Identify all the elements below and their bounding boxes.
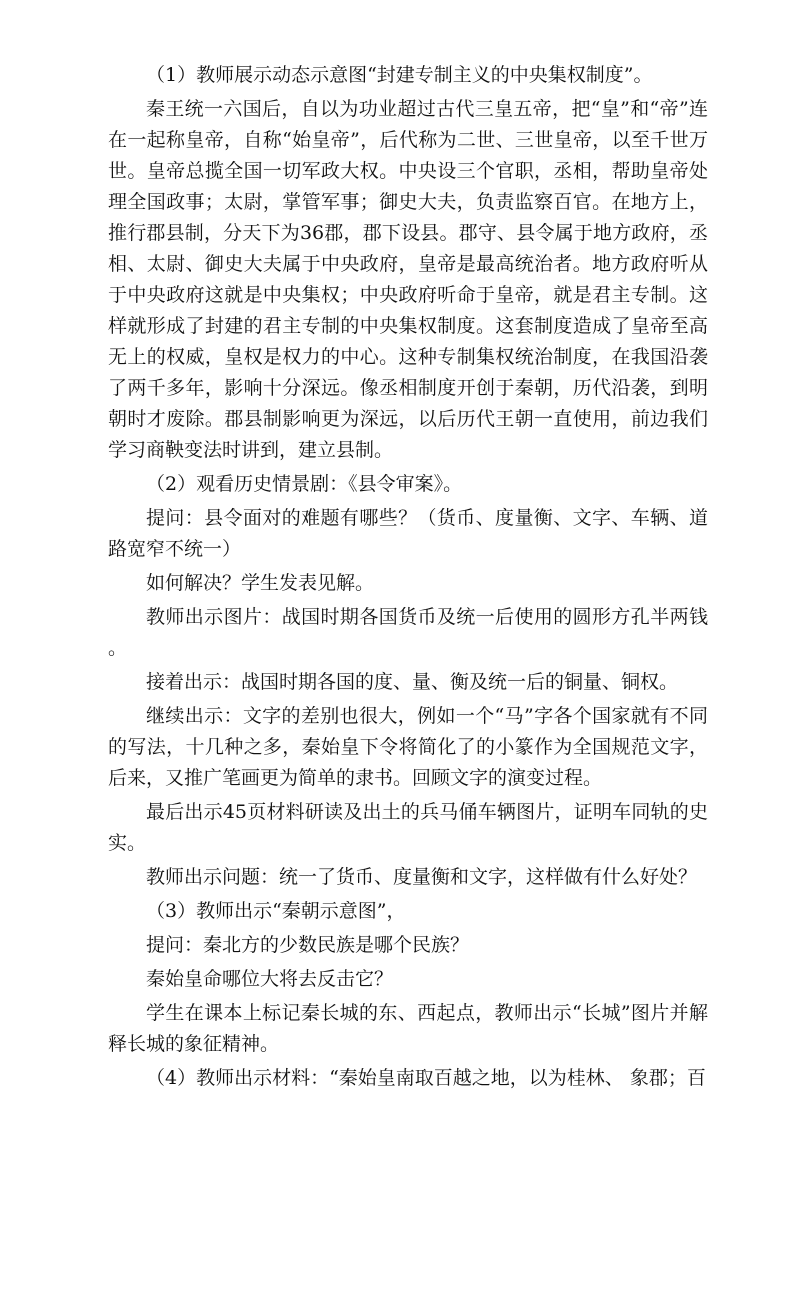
paragraph-drama: （2）观看历史情景剧：《县令审案》。	[146, 473, 463, 495]
paragraph-benefit-question: 教师出示问题：统一了货币、度量衡和文字，这样做有什么好处？	[146, 866, 698, 888]
paragraph-centralization-slide: （1）教师展示动态示意图“封建专制主义的中央集权制度”。	[146, 64, 653, 86]
paragraph-northern-tribe-question: 提问：秦北方的少数民族是哪个民族？	[146, 934, 470, 956]
paragraph-question-problems: 提问：县令面对的难题有哪些？（货币、度量衡、文字、车辆、道路宽窄不统一）	[108, 507, 708, 560]
paragraph-qin-map: （3）教师出示“秦朝示意图”，	[146, 900, 406, 922]
paragraph-general-question: 秦始皇命哪位大将去反击它？	[146, 968, 394, 990]
paragraph-emperor-system: 秦王统一六国后，自以为功业超过古代三皇五帝，把“皇”和“帝”连在一起称皇帝，自称“始皇帝”，后代称为二世、三世皇帝，以至千世万世。皇帝总揽全国一切军政大权。中央设三个官职，丞相，帮助皇帝处理全国政事；太尉，掌管军事；御史大夫，负责监察百官。在地方上，推行郡县制，分天下为36郡，郡下设县。郡守、县令属于地方政府，丞相、太尉、御史大夫属于中央政府，皇帝是最高统治者。地方政府听从于中央政府这就是中央集权；中央政府听命于皇帝，就是君主专制。这样就形成了封建的君主专制的中央集权制度。这套制度造成了皇帝至高无上的权威，皇权是权力的中心。这种专制集权统治制度，在我国沿袭了两千多年，影响十分深远。像丞相制度开创于秦朝，历代沿袭，到明朝时才废除。郡县制影响更为深远，以后历代王朝一直使用，前边我们学习商鞅变法时讲到，建立县制。	[108, 98, 708, 461]
paragraph-chariot-evidence: 最后出示45页材料研读及出土的兵马俑车辆图片，证明车同轨的史实。	[108, 801, 708, 854]
paragraph-how-solve: 如何解决？学生发表见解。	[146, 572, 375, 594]
paragraph-great-wall: 学生在课本上标记秦长城的东、西起点，教师出示“长城”图片并解释长城的象征精神。	[108, 1002, 708, 1055]
document-page	[108, 60, 708, 1097]
paragraph-baiyue-material: （4）教师出示材料：“秦始皇南取百越之地，以为桂林、 象郡；百	[146, 1067, 706, 1089]
paragraph-script-unification: 继续出示：文字的差别也很大，例如一个“马”字各个国家就有不同的写法，十几种之多，秦始皇下令将简化了的小篆作为全国规范文字，后来，又推广笔画更为简单的隶书。回顾文字的演变过程。	[108, 705, 708, 789]
paragraph-measures-image: 接着出示：战国时期各国的度、量、衡及统一后的铜量、铜权。	[146, 671, 679, 693]
paragraph-currency-image: 教师出示图片：战国时期各国货币及统一后使用的圆形方孔半两钱 。	[108, 606, 708, 659]
